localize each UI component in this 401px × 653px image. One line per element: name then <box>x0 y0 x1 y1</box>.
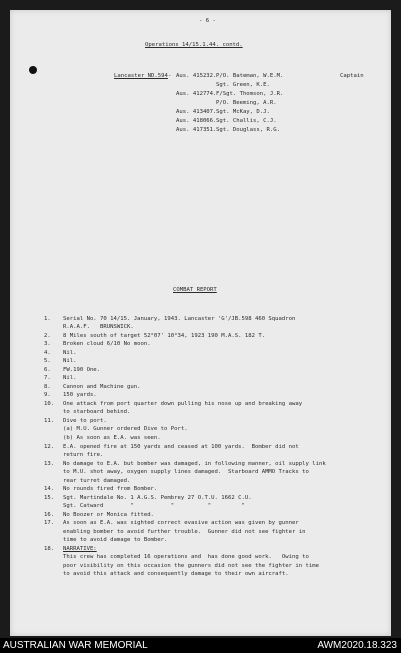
item-text: Cannon and Machine gun. <box>63 384 141 390</box>
archive-footer <box>0 638 401 653</box>
item-number: 3. <box>44 341 51 347</box>
crew-name: F/Sgt. Thomson, J.R. <box>216 91 284 97</box>
item-text: Sgt. Catward " " " " <box>63 503 245 509</box>
item-text: rear turret damaged. <box>63 478 131 484</box>
item-text: to starboard behind. <box>63 409 131 415</box>
item-text: Nil. <box>63 350 77 356</box>
crew-name: P/O. Beeming, A.R. <box>216 100 277 106</box>
item-text: (b) As soon as E.A. was seen. <box>63 435 161 441</box>
item-number: 11. <box>44 418 55 424</box>
item-text: to avoid this attack and consequently damage to their own aircraft. <box>63 571 289 577</box>
item-text: time to avoid damage to Bomber. <box>63 537 168 543</box>
item-text: Dive to port. <box>63 418 107 424</box>
aircraft-dash: - <box>168 73 172 79</box>
crew-name: Sgt. Douglass, R.G. <box>216 127 280 133</box>
item-number: 13. <box>44 461 55 467</box>
crew-name: Sgt. McKay, D.J. <box>216 109 270 115</box>
service-number: Aus. 413407. <box>176 109 217 115</box>
item-number: 1. <box>44 316 51 322</box>
item-number: 8. <box>44 384 51 390</box>
crew-name: P/O. Bateman, W.E.M. <box>216 73 284 79</box>
crew-name: Sgt. Challis, C.J. <box>216 118 277 124</box>
item-text: enabling bomber to avoid further trouble. Gunner did not see fighter in <box>63 529 306 535</box>
item-text: Nil. <box>63 358 77 364</box>
item-number: 9. <box>44 392 51 398</box>
item-number: 18. <box>44 546 55 552</box>
item-text: E.A. opened fire at 150 yards and ceased at 100 yards. Bomber did not <box>63 444 299 450</box>
crew-role: Captain <box>340 73 364 79</box>
page-number: - 6 - <box>199 18 216 24</box>
item-number: 15. <box>44 495 55 501</box>
item-number: 17. <box>44 520 55 526</box>
item-number: 6. <box>44 367 51 373</box>
item-number: 12. <box>44 444 55 450</box>
item-text: R.A.A.F. BRUNSWICK. <box>63 324 134 330</box>
item-number: 10. <box>44 401 55 407</box>
footer-accession-number: AWM2020.18.323 <box>317 640 397 651</box>
item-text: (a) M.U. Gunner ordered Dive to Port. <box>63 426 188 432</box>
service-number: Aus. 418066. <box>176 118 217 124</box>
item-text: FW.190 One. <box>63 367 101 373</box>
crew-name: Sgt. Green, K.E. <box>216 82 270 88</box>
aircraft-label: Lancaster ND.594 <box>114 73 168 79</box>
service-number: Aus. 415232. <box>176 73 217 79</box>
item-text: No damage to E.A. but bomber was damaged, in following manner, oil supply link <box>63 461 326 467</box>
narrative-label: NARRATIVE: <box>63 546 97 552</box>
item-text: to M.U. shot away, oxygen supply lines damaged. Starboard AMMO Tracks to <box>63 469 309 475</box>
item-text: Serial No. 70 14/15. January, 1943. Lancaster 'G'/JB.598 460 Squadron <box>63 316 296 322</box>
item-number: 16. <box>44 512 55 518</box>
item-text: 150 yards. <box>63 392 97 398</box>
item-number: 5. <box>44 358 51 364</box>
item-number: 2. <box>44 333 51 339</box>
item-text: Sgt. Martindale No. 1 A.G.S. Pembrey 27 O.T.U. 1662 C.U. <box>63 495 252 501</box>
item-text: No rounds fired from Bomber. <box>63 486 158 492</box>
item-number: 14. <box>44 486 55 492</box>
item-text: No Boozer or Monica fitted. <box>63 512 154 518</box>
document-page <box>10 10 391 636</box>
item-text: 8 Miles south of target 52°07' 10°34, 1923 190 M.A.S. 182 T. <box>63 333 266 339</box>
item-text: One attack from port quarter down pulling his nose up and breaking away <box>63 401 303 407</box>
item-number: 4. <box>44 350 51 356</box>
report-heading: COMBAT REPORT <box>173 287 217 293</box>
item-text: This crew has completed 16 operations and has done good work. Owing to <box>63 554 309 560</box>
footer-institution: AUSTRALIAN WAR MEMORIAL <box>3 640 148 651</box>
item-text: poor visibility on this occasion the gunners did not see the fighter in time <box>63 563 319 569</box>
item-text: Nil. <box>63 375 77 381</box>
punch-hole <box>29 66 37 74</box>
item-text: return fire. <box>63 452 104 458</box>
service-number: Aus. 412774. <box>176 91 217 97</box>
item-number: 7. <box>44 375 51 381</box>
item-text: As soon as E.A. was sighted correct evasive action was given by gunner <box>63 520 299 526</box>
operations-heading: Operations 14/15.1.44. contd. <box>145 42 243 48</box>
item-text: Broken cloud 6/10 No moon. <box>63 341 151 347</box>
service-number: Aus. 417351. <box>176 127 217 133</box>
